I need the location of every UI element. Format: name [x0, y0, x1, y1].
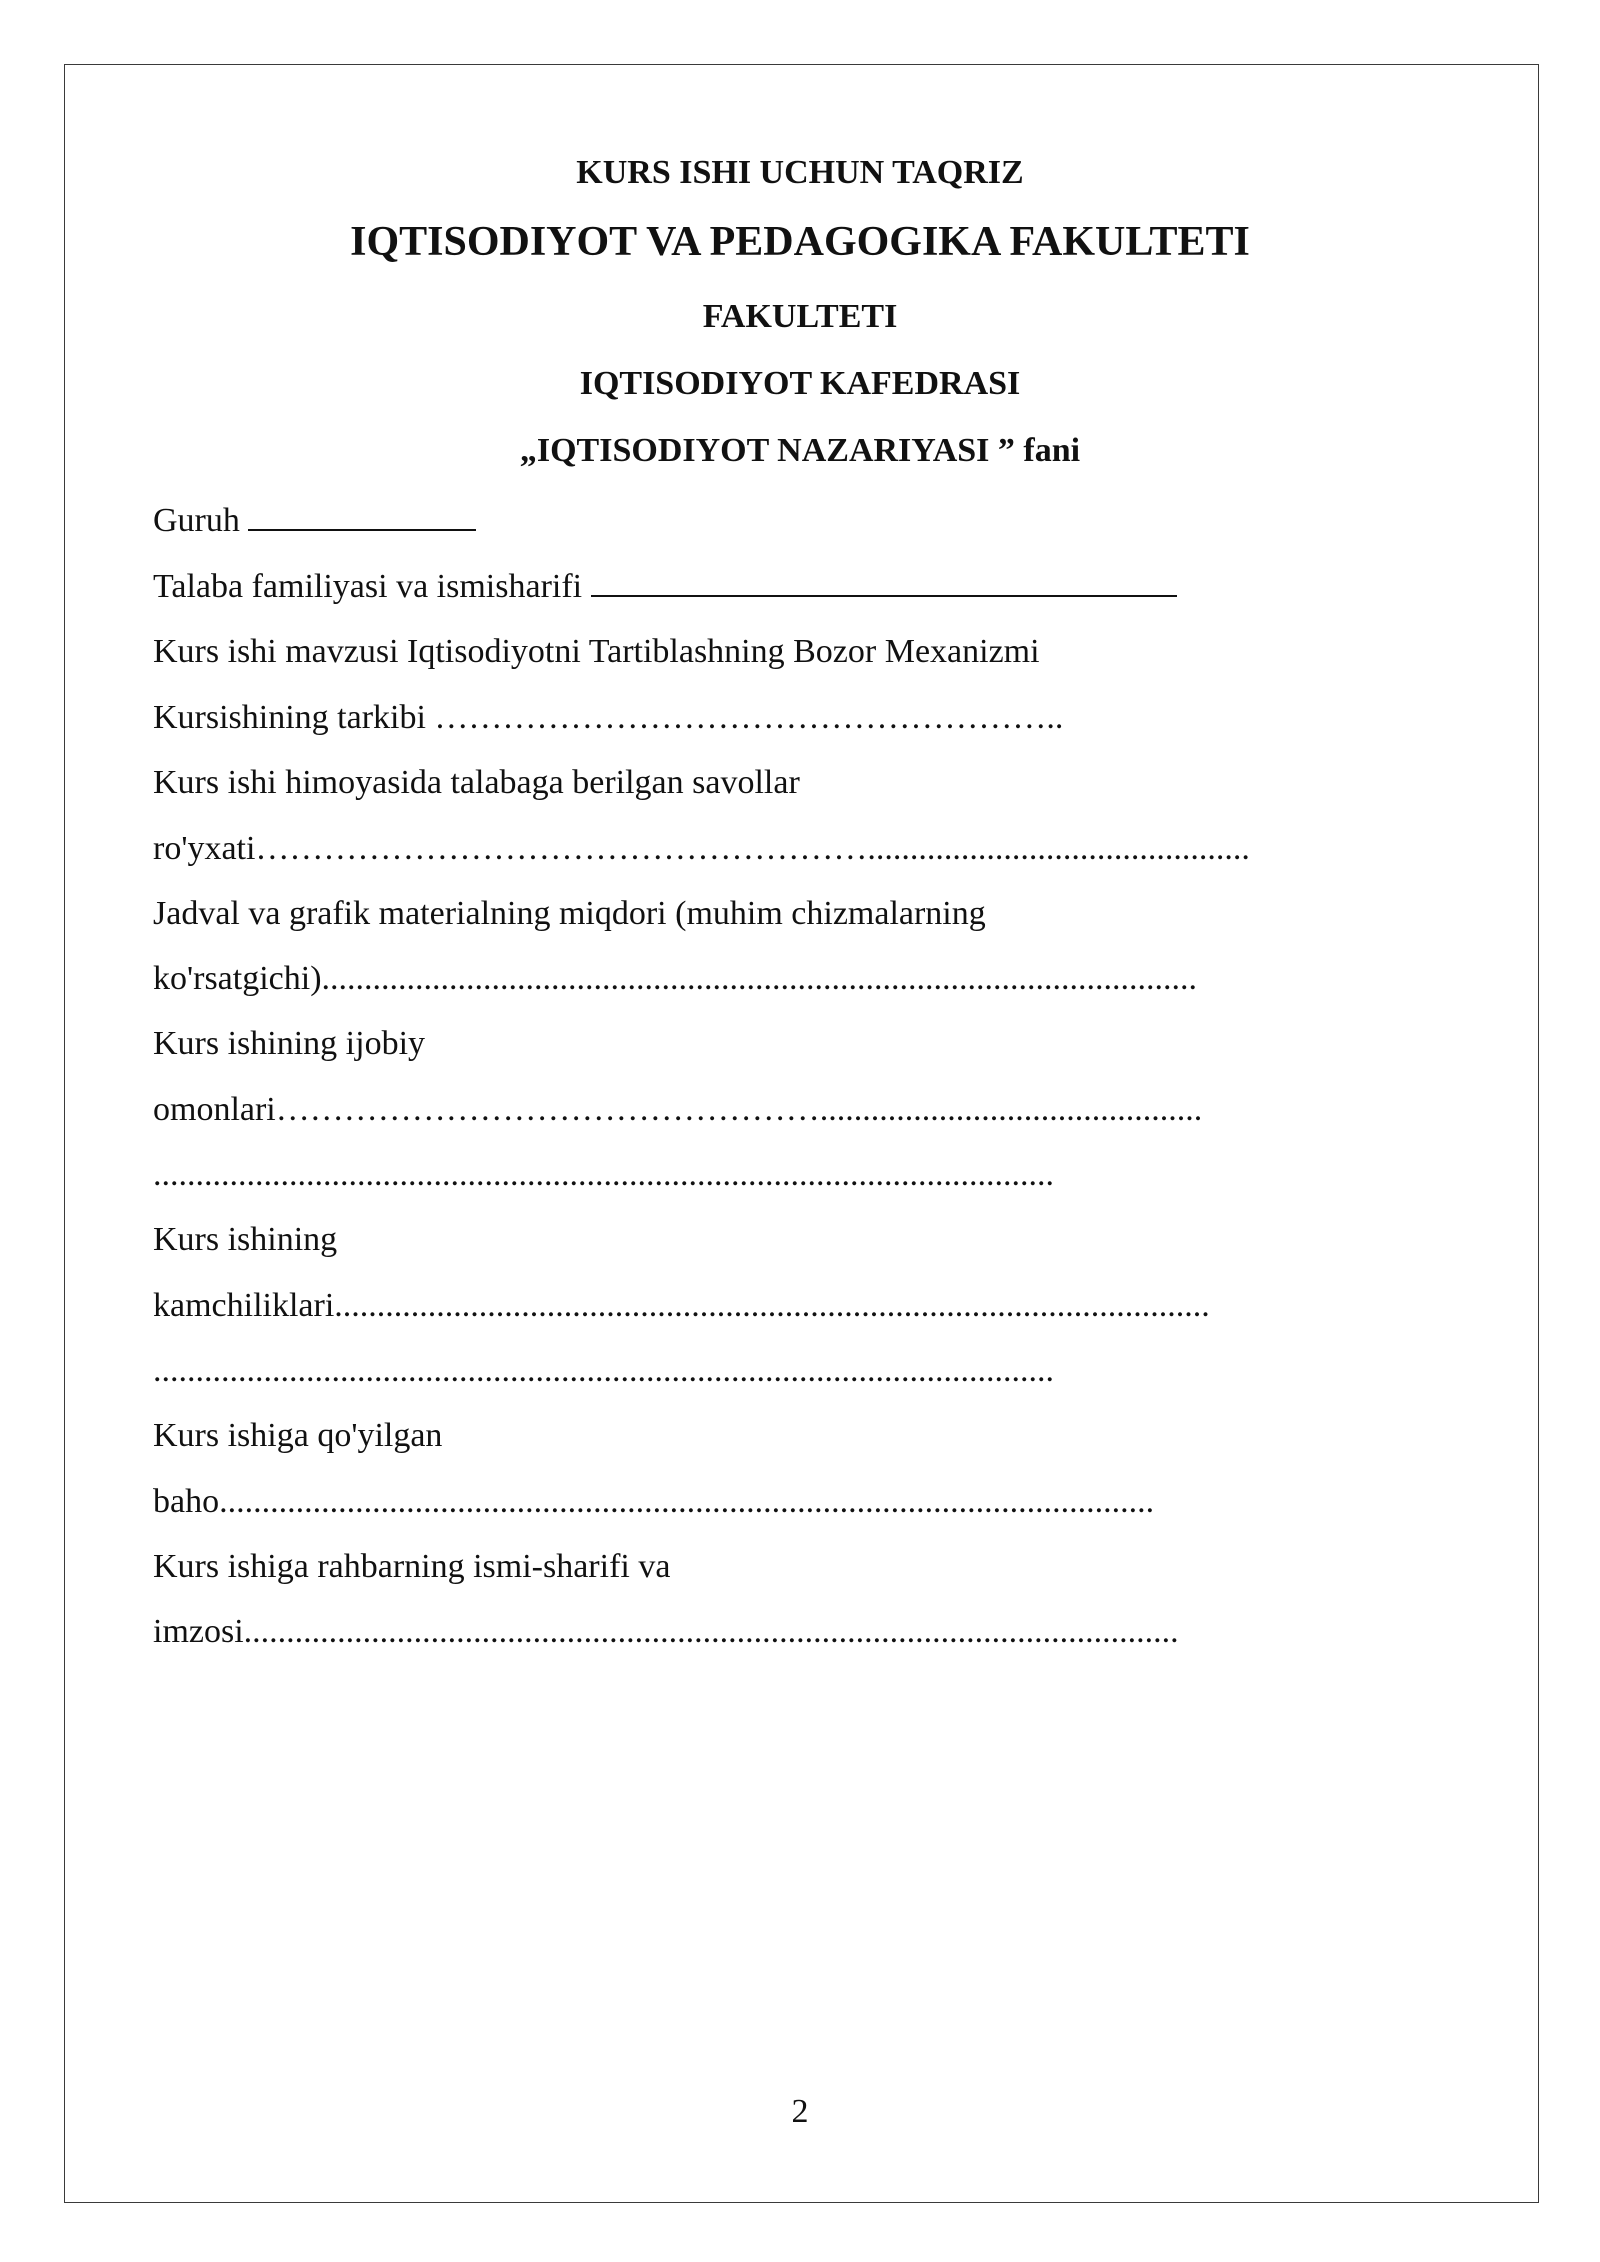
grade-line-2: baho..............................................................................................................: [153, 1483, 1155, 1520]
student-label: Talaba familiyasi va ismisharifi: [153, 568, 583, 605]
questions-line-1: Kurs ishi himoyasida talabaga berilgan savollar: [153, 764, 800, 801]
shortcomings-line-1: Kurs ishining: [153, 1221, 338, 1258]
positives-line-1: Kurs ishining ijobiy: [153, 1025, 426, 1062]
positives-line-3: ..........................................................................................................: [153, 1156, 1054, 1193]
contents-line: Kursishining tarkibi ………………………………………………..: [153, 699, 1064, 736]
positives-line-2: omonlari………………………………………….............................................: [153, 1091, 1203, 1128]
materials-line-2: ko'rsatgichi).......................................................................................................: [153, 960, 1198, 997]
group-line: [153, 504, 476, 538]
questions-line-2: ro'yxati……………………………………………….............................................: [153, 830, 1250, 867]
faculty-title: IQTISODIYOT VA PEDAGOGIKA FAKULTETI: [350, 219, 1250, 265]
student-line: [153, 570, 1177, 604]
materials-line-1: Jadval va grafik materialning miqdori (muhim chizmalarning: [153, 895, 986, 932]
faculty-subtitle: FAKULTETI: [702, 298, 898, 335]
group-label: Guruh: [153, 502, 240, 539]
student-blank: [591, 571, 1177, 597]
group-blank: [248, 505, 476, 531]
shortcomings-line-3: ..........................................................................................................: [153, 1352, 1054, 1389]
subject-title: „IQTISODIYOT NAZARIYASI ” fani: [519, 432, 1081, 469]
page-number: 2: [791, 2093, 809, 2130]
department-title: IQTISODIYOT KAFEDRASI: [579, 365, 1021, 402]
topic-line: Kurs ishi mavzusi Iqtisodiyotni Tartiblashning Bozor Mexanizmi: [153, 633, 1040, 670]
shortcomings-line-2: kamchiliklari.......................................................................................................: [153, 1287, 1210, 1324]
supervisor-line-2: imzosi..............................................................................................................: [153, 1613, 1179, 1650]
supervisor-line-1: Kurs ishiga rahbarning ismi-sharifi va: [153, 1548, 671, 1585]
grade-line-1: Kurs ishiga qo'yilgan: [153, 1417, 443, 1454]
review-title: KURS ISHI UCHUN TAQRIZ: [576, 154, 1024, 191]
